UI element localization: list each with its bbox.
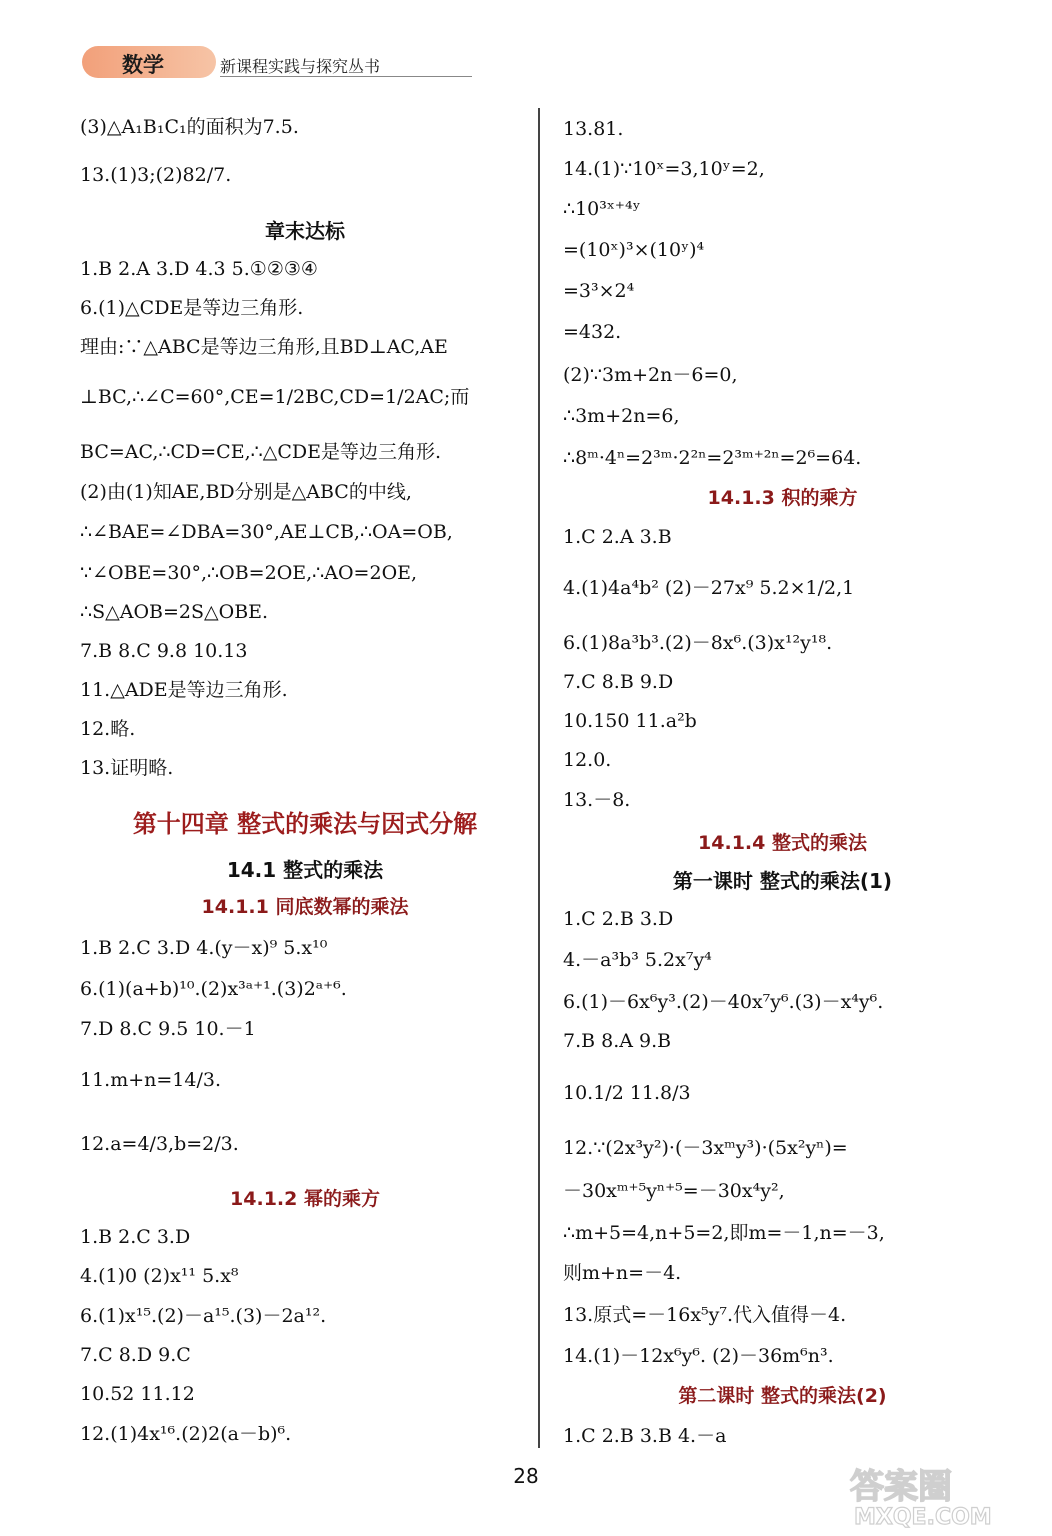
answer-line: ∴S△AOB=2S△OBE.	[80, 601, 269, 623]
series-title: 新课程实践与探究丛书	[220, 57, 381, 76]
answer-line: 10.52 11.12	[80, 1383, 195, 1405]
answer-line: ∴8ᵐ·4ⁿ=2³ᵐ·2²ⁿ=2³ᵐ⁺²ⁿ=2⁶=64.	[563, 447, 862, 469]
answer-line: －30xᵐ⁺⁵yⁿ⁺⁵=－30x⁴y²,	[563, 1180, 785, 1202]
answer-line: 13.证明略.	[80, 757, 174, 779]
answer-line: ⊥BC,∴∠C=60°,CE=1/2BC,CD=1/2AC;而	[80, 386, 470, 408]
page-header	[82, 46, 392, 80]
header-underline	[220, 76, 472, 77]
answer-line: 6.(1)(a+b)¹⁰.(2)x³ᵃ⁺¹.(3)2ᵃ⁺⁶.	[80, 978, 347, 1000]
answer-line: (3)△A₁B₁C₁的面积为7.5.	[80, 116, 299, 138]
page-number: 28	[513, 1464, 539, 1488]
subsection-heading: 14.1.3 积的乘方	[707, 487, 858, 509]
answer-line: 10.1/2 11.8/3	[563, 1082, 691, 1104]
lesson-heading: 第一课时 整式的乘法(1)	[672, 869, 893, 893]
answer-line: 12.0.	[563, 749, 612, 771]
answer-line: BC=AC,∴CD=CE,∴△CDE是等边三角形.	[80, 441, 442, 463]
answer-line: ∵∠OBE=30°,∴OB=2OE,∴AO=2OE,	[80, 562, 418, 584]
answer-line: 13.原式=－16x⁵y⁷.代入值得－4.	[563, 1304, 847, 1326]
section-heading: 章末达标	[265, 219, 345, 243]
answer-line: ∴m+5=4,n+5=2,即m=－1,n=－3,	[563, 1222, 885, 1244]
answer-line: =432.	[563, 321, 622, 343]
answer-line: 14.(1)∵10ˣ=3,10ʸ=2,	[563, 158, 765, 180]
subsection-heading: 14.1.4 整式的乘法	[698, 832, 867, 854]
answer-line: 11.△ADE是等边三角形.	[80, 679, 288, 701]
watermark-url: MXQE.COM	[854, 1505, 992, 1528]
subsection-heading: 14.1.1 同底数幂的乘法	[201, 896, 409, 918]
answer-line: 7.D 8.C 9.5 10.－1	[80, 1018, 256, 1040]
answer-line: ∴∠BAE=∠DBA=30°,AE⊥CB,∴OA=OB,	[80, 521, 453, 543]
answer-line: 理由:∵△ABC是等边三角形,且BD⊥AC,AE	[80, 336, 448, 358]
subject-label: 数学	[122, 53, 164, 77]
answer-line: 4.(1)4a⁴b² (2)－27x⁹ 5.2×1/2,1	[563, 577, 855, 599]
answer-line: =3³×2⁴	[563, 280, 635, 302]
answer-line: 12.∵(2x³y²)·(－3xᵐy³)·(5x²yⁿ)=	[563, 1137, 848, 1159]
answer-line: 1.C 2.A 3.B	[563, 526, 672, 548]
answer-line: (2)∵3m+2n－6=0,	[563, 364, 738, 386]
answer-line: 12.(1)4x¹⁶.(2)2(a－b)⁶.	[80, 1423, 292, 1445]
answer-line: 14.(1)－12x⁶y⁶. (2)－36m⁶n³.	[563, 1345, 834, 1367]
column-divider	[538, 108, 540, 1448]
answer-line: (2)由(1)知AE,BD分别是△ABC的中线,	[80, 481, 412, 503]
answer-line: 1.C 2.B 3.D	[563, 908, 674, 930]
answer-line: 6.(1)－6x⁶y³.(2)－40x⁷y⁶.(3)－x⁴y⁶.	[563, 991, 884, 1013]
chapter-title: 第十四章 整式的乘法与因式分解	[132, 810, 478, 838]
answer-line: 1.B 2.C 3.D	[80, 1226, 191, 1248]
answer-line: 12.a=4/3,b=2/3.	[80, 1133, 239, 1155]
answer-line: 6.(1)x¹⁵.(2)－a¹⁵.(3)－2a¹².	[80, 1305, 327, 1327]
answer-line: 6.(1)△CDE是等边三角形.	[80, 297, 304, 319]
answer-line: 6.(1)8a³b³.(2)－8x⁶.(3)x¹²y¹⁸.	[563, 632, 833, 654]
watermark-text: 答案圈	[850, 1467, 952, 1507]
lesson-heading: 第二课时 整式的乘法(2)	[678, 1385, 887, 1407]
answer-line: =(10ˣ)³×(10ʸ)⁴	[563, 239, 705, 261]
subject-badge	[82, 46, 216, 78]
answer-line: 13.(1)3;(2)82/7.	[80, 164, 232, 186]
answer-line: 10.150 11.a²b	[563, 710, 697, 732]
answer-line: 1.B 2.C 3.D 4.(y－x)⁹ 5.x¹⁰	[80, 937, 328, 959]
answer-line: 1.B 2.A 3.D 4.3 5.①②③④	[80, 258, 318, 280]
answer-line: 4.－a³b³ 5.2x⁷y⁴	[563, 949, 712, 971]
answer-line: 则m+n=－4.	[563, 1262, 682, 1284]
answer-line: ∴10³ˣ⁺⁴ʸ	[563, 198, 641, 220]
subsection-heading: 14.1.2 幂的乘方	[230, 1188, 380, 1210]
answer-line: 7.B 8.C 9.8 10.13	[80, 640, 248, 662]
answer-line: 7.C 8.D 9.C	[80, 1344, 191, 1366]
section-heading: 14.1 整式的乘法	[226, 858, 384, 882]
answer-line: 7.C 8.B 9.D	[563, 671, 674, 693]
answer-line: 11.m+n=14/3.	[80, 1069, 222, 1091]
answer-line: 13.81.	[563, 118, 624, 140]
answer-line: 7.B 8.A 9.B	[563, 1030, 672, 1052]
watermark-logo	[840, 1462, 1030, 1528]
answer-line: 12.略.	[80, 718, 136, 740]
answer-line: 1.C 2.B 3.B 4.－a	[563, 1425, 727, 1447]
answer-line: ∴3m+2n=6,	[563, 405, 680, 427]
answer-line: 13.－8.	[563, 789, 631, 811]
answer-line: 4.(1)0 (2)x¹¹ 5.x⁸	[80, 1265, 239, 1287]
